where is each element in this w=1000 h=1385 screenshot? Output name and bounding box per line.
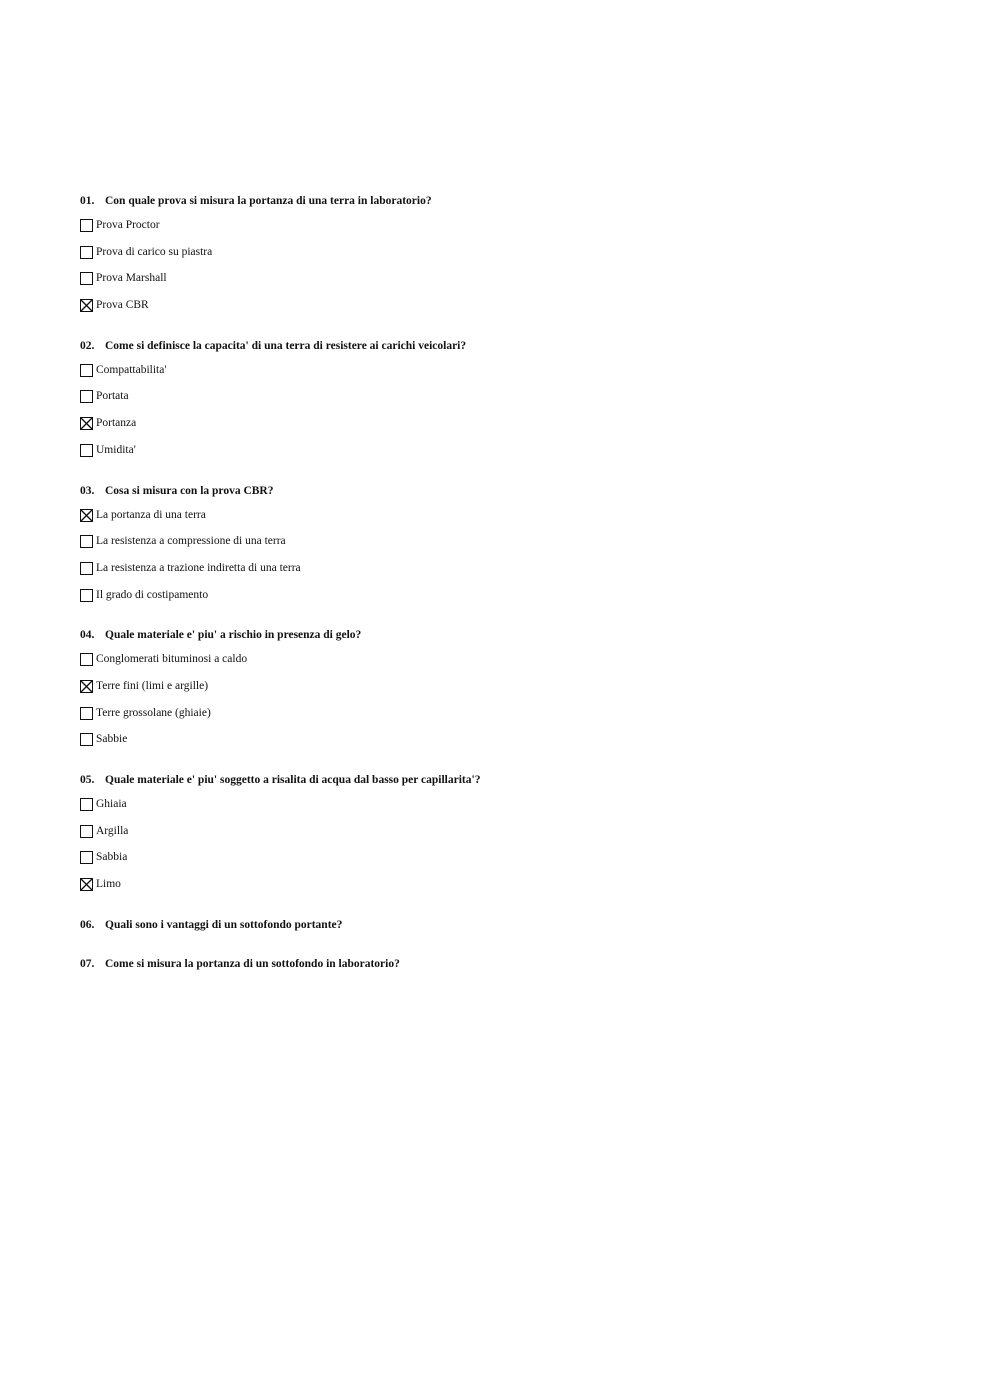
checkbox[interactable] [80, 444, 93, 457]
checkbox[interactable] [80, 878, 93, 891]
question-number: 03. [80, 484, 95, 497]
answer-label: Limo [96, 878, 121, 891]
answer-option[interactable] [80, 706, 940, 733]
answer-option[interactable] [80, 218, 940, 245]
answer-label: Prova Marshall [96, 272, 167, 285]
question-text: Con quale prova si misura la portanza di una terra in laboratorio? [105, 195, 432, 207]
question-04 [80, 627, 940, 772]
question-title [80, 627, 940, 643]
question-spacer [80, 325, 940, 338]
checkbox[interactable] [80, 825, 93, 838]
checkbox[interactable] [80, 680, 93, 693]
question-title [80, 772, 940, 788]
answer-option[interactable] [80, 850, 940, 877]
answer-options [80, 363, 940, 470]
question-spacer [80, 614, 940, 627]
answer-option[interactable] [80, 797, 940, 824]
question-text: Cosa si misura con la prova CBR? [105, 484, 274, 497]
answer-label: Terre fini (limi e argille) [96, 679, 209, 692]
checkbox[interactable] [80, 417, 93, 430]
question-text: Come si definisce la capacita' di una terra di resistere ai carichi veicolari? [105, 339, 467, 352]
answer-label: Portata [96, 390, 129, 403]
question-spacer [80, 470, 940, 483]
question-spacer [80, 904, 940, 917]
answer-option[interactable] [80, 245, 940, 272]
answer-options [80, 797, 940, 904]
checkbox[interactable] [80, 246, 93, 259]
answer-label: Prova CBR [96, 299, 149, 312]
question-number: 02. [80, 339, 95, 352]
answer-option[interactable] [80, 679, 940, 706]
answer-option[interactable] [80, 298, 940, 325]
checkbox[interactable] [80, 390, 93, 403]
checkbox[interactable] [80, 798, 93, 811]
question-03 [80, 483, 940, 628]
question-text: Quali sono i vantaggi di un sottofondo portante? [105, 918, 343, 931]
checkbox[interactable] [80, 509, 93, 522]
question-text: Quale materiale e' piu' soggetto a risalita di acqua dal basso per capillarita'? [105, 774, 481, 786]
checkbox[interactable] [80, 562, 93, 575]
question-title [80, 483, 940, 499]
answer-option[interactable] [80, 389, 940, 416]
answer-label: Terre grossolane (ghiaie) [96, 706, 211, 719]
question-number: 06. [80, 918, 95, 931]
answer-option[interactable] [80, 534, 940, 561]
answer-option[interactable] [80, 877, 940, 904]
question-05 [80, 772, 940, 917]
answer-option[interactable] [80, 561, 940, 588]
checkbox[interactable] [80, 272, 93, 285]
quiz-document [80, 193, 940, 972]
answer-option[interactable] [80, 443, 940, 470]
answer-label: Sabbie [96, 733, 128, 746]
answer-option[interactable] [80, 416, 940, 443]
checkbox[interactable] [80, 653, 93, 666]
question-title [80, 193, 940, 209]
question-number: 05. [80, 774, 95, 786]
answer-option[interactable] [80, 824, 940, 851]
answer-label: Portanza [96, 417, 137, 430]
question-number: 01. [80, 195, 95, 207]
answer-option[interactable] [80, 363, 940, 390]
answer-option[interactable] [80, 508, 940, 535]
question-spacer [80, 759, 940, 772]
answer-option[interactable] [80, 588, 940, 615]
answer-label: Ghiaia [96, 798, 127, 810]
checkbox[interactable] [80, 299, 93, 312]
checkbox[interactable] [80, 851, 93, 864]
answer-label: Prova di carico su piastra [96, 245, 213, 258]
answer-label: Conglomerati bituminosi a caldo [96, 653, 248, 666]
checkbox[interactable] [80, 707, 93, 720]
answer-option[interactable] [80, 652, 940, 679]
question-title [80, 338, 940, 354]
checkbox[interactable] [80, 733, 93, 746]
answer-options [80, 652, 940, 759]
answer-label: Sabbia [96, 851, 128, 864]
question-07 [80, 956, 940, 972]
question-text: Come si misura la portanza di un sottofondo in laboratorio? [105, 957, 400, 970]
checkbox[interactable] [80, 219, 93, 232]
answer-label: Argilla [96, 824, 129, 837]
answer-options [80, 508, 940, 615]
answer-label: Compattabilita' [96, 363, 167, 376]
question-title [80, 956, 940, 972]
question-number: 04. [80, 629, 95, 642]
question-number: 07. [80, 957, 95, 970]
question-text: Quale materiale e' piu' a rischio in presenza di gelo? [105, 629, 362, 642]
question-spacer [80, 933, 940, 956]
question-06 [80, 917, 940, 956]
answer-option[interactable] [80, 271, 940, 298]
answer-option[interactable] [80, 732, 940, 759]
checkbox[interactable] [80, 364, 93, 377]
question-title [80, 917, 940, 933]
answer-label: Prova Proctor [96, 219, 160, 231]
answer-label: Il grado di costipamento [96, 588, 209, 601]
checkbox[interactable] [80, 535, 93, 548]
question-01 [80, 193, 940, 338]
answer-label: Umidita' [96, 443, 136, 456]
answer-label: La resistenza a trazione indiretta di una terra [96, 561, 301, 574]
answer-label: La resistenza a compressione di una terra [96, 535, 286, 548]
answer-label: La portanza di una terra [96, 508, 206, 521]
checkbox[interactable] [80, 589, 93, 602]
question-02 [80, 338, 940, 483]
answer-options [80, 218, 940, 325]
